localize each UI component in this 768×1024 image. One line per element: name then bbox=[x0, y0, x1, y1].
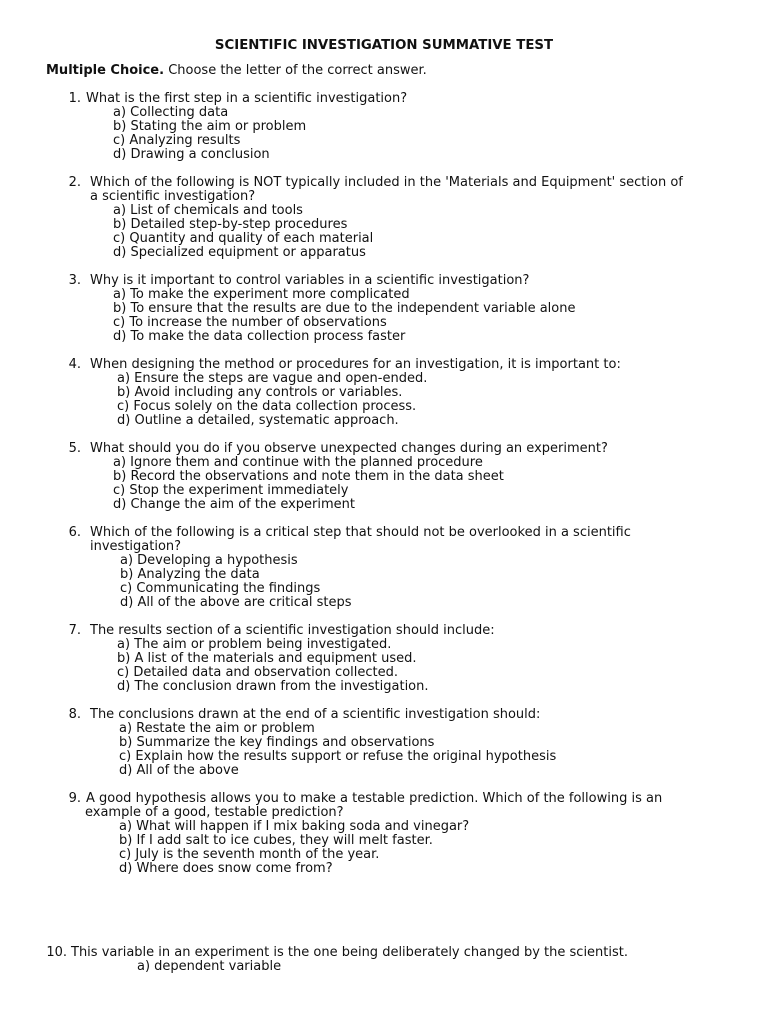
answer-option: b) A list of the materials and equipment used. bbox=[117, 651, 417, 666]
question-text: This variable in an experiment is the one being deliberately changed by the scientist. bbox=[71, 945, 629, 960]
question-number: 5. bbox=[68, 441, 81, 456]
answer-option: a) Developing a hypothesis bbox=[120, 553, 298, 568]
question-number: 7. bbox=[68, 623, 81, 638]
answer-option: c) Focus solely on the data collection process. bbox=[117, 399, 417, 414]
answer-option: d) Where does snow come from? bbox=[119, 861, 333, 876]
question-number: 2. bbox=[68, 175, 81, 190]
question-text: example of a good, testable prediction? bbox=[85, 805, 344, 820]
answer-option: a) Restate the aim or problem bbox=[119, 721, 315, 736]
answer-option: d) The conclusion drawn from the investigation. bbox=[117, 679, 429, 694]
question-text: a scientific investigation? bbox=[90, 189, 256, 204]
question-text: Why is it important to control variables in a scientific investigation? bbox=[90, 273, 530, 288]
answer-option: d) To make the data collection process faster bbox=[113, 329, 406, 344]
answer-option: a) Collecting data bbox=[113, 105, 229, 120]
answer-option: d) Drawing a conclusion bbox=[113, 147, 270, 162]
answer-option: a) The aim or problem being investigated. bbox=[117, 637, 392, 652]
answer-option: b) Analyzing the data bbox=[120, 567, 260, 582]
question-number: 10. bbox=[46, 945, 67, 960]
question-number: 9. bbox=[68, 791, 81, 806]
answer-option: d) All of the above are critical steps bbox=[120, 595, 352, 610]
answer-option: c) To increase the number of observations bbox=[113, 315, 387, 330]
question-number: 3. bbox=[68, 273, 81, 288]
instructions-text: Choose the letter of the correct answer. bbox=[164, 63, 427, 78]
answer-option: b) If I add salt to ice cubes, they will melt faster. bbox=[119, 833, 433, 848]
question-text: Which of the following is a critical step that should not be overlooked in a scientific bbox=[90, 525, 631, 540]
answer-option: b) Avoid including any controls or variables. bbox=[117, 385, 403, 400]
answer-option: a) To make the experiment more complicated bbox=[113, 287, 410, 302]
answer-option: c) Explain how the results support or refuse the original hypothesis bbox=[119, 749, 557, 764]
answer-option: b) Detailed step-by-step procedures bbox=[113, 217, 348, 232]
answer-option: d) Specialized equipment or apparatus bbox=[113, 245, 366, 260]
answer-option: b) Stating the aim or problem bbox=[113, 119, 307, 134]
answer-option: d) Change the aim of the experiment bbox=[113, 497, 355, 512]
question-text: What is the first step in a scientific investigation? bbox=[86, 91, 408, 106]
answer-option: d) All of the above bbox=[119, 763, 239, 778]
page-title: SCIENTIFIC INVESTIGATION SUMMATIVE TEST bbox=[214, 38, 554, 53]
question-number: 6. bbox=[68, 525, 81, 540]
answer-option: d) Outline a detailed, systematic approach. bbox=[117, 413, 399, 428]
answer-option: c) Detailed data and observation collected. bbox=[117, 665, 398, 680]
question-text: Which of the following is NOT typically included in the 'Materials and Equipment' section of bbox=[90, 175, 683, 190]
question-text: The conclusions drawn at the end of a scientific investigation should: bbox=[90, 707, 541, 722]
answer-option: a) dependent variable bbox=[137, 959, 282, 974]
answer-option: b) To ensure that the results are due to the independent variable alone bbox=[113, 301, 576, 316]
question-text: When designing the method or procedures for an investigation, it is important to: bbox=[90, 357, 621, 372]
instructions bbox=[46, 64, 427, 78]
answer-option: b) Summarize the key findings and observations bbox=[119, 735, 435, 750]
answer-option: c) Analyzing results bbox=[113, 133, 241, 148]
answer-option: b) Record the observations and note them in the data sheet bbox=[113, 469, 504, 484]
answer-option: c) Quantity and quality of each material bbox=[113, 231, 374, 246]
question-text: The results section of a scientific investigation should include: bbox=[90, 623, 495, 638]
answer-option: a) Ensure the steps are vague and open-ended. bbox=[117, 371, 428, 386]
question-text: What should you do if you observe unexpected changes during an experiment? bbox=[90, 441, 608, 456]
question-text: investigation? bbox=[90, 539, 182, 554]
question-number: 8. bbox=[68, 707, 81, 722]
answer-option: a) Ignore them and continue with the planned procedure bbox=[113, 455, 483, 470]
answer-option: a) List of chemicals and tools bbox=[113, 203, 303, 218]
answer-option: c) July is the seventh month of the year. bbox=[119, 847, 380, 862]
answer-option: a) What will happen if I mix baking soda and vinegar? bbox=[119, 819, 470, 834]
question-number: 1. bbox=[68, 91, 81, 106]
question-number: 4. bbox=[68, 357, 81, 372]
question-text: A good hypothesis allows you to make a testable prediction. Which of the following is an bbox=[86, 791, 663, 806]
answer-option: c) Stop the experiment immediately bbox=[113, 483, 349, 498]
instructions-label: Multiple Choice. bbox=[46, 63, 165, 78]
answer-option: c) Communicating the findings bbox=[120, 581, 321, 596]
